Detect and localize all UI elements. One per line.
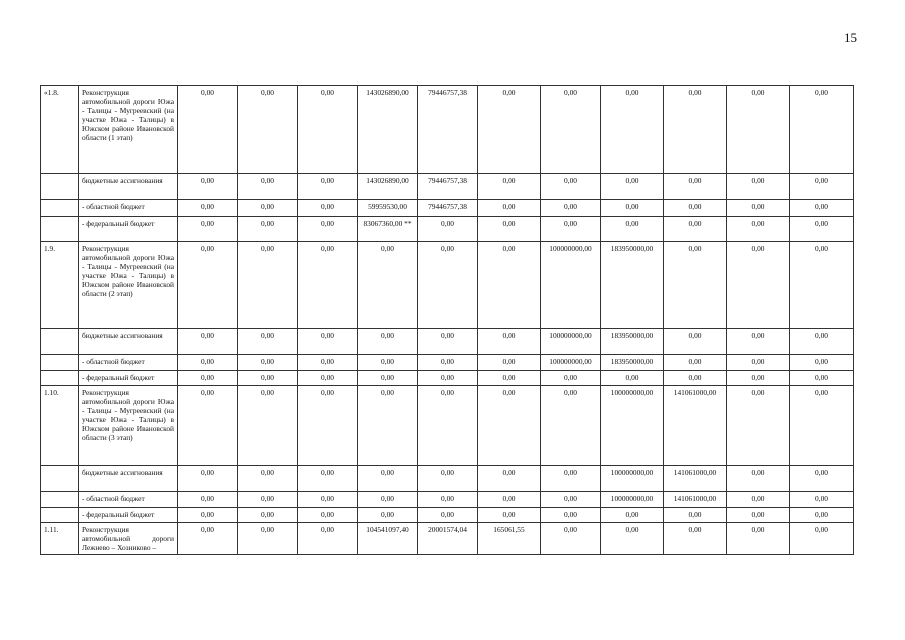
value-cell: 0,00: [664, 523, 727, 555]
value-cell: 0,00: [358, 492, 418, 508]
value-cell: 0,00: [238, 329, 298, 355]
value-cell: 0,00: [664, 200, 727, 217]
value-cell: 79446757,38: [418, 174, 478, 200]
value-cell: 0,00: [790, 492, 854, 508]
value-cell: 0,00: [238, 523, 298, 555]
value-cell: 0,00: [358, 329, 418, 355]
value-cell: 0,00: [178, 355, 238, 371]
value-cell: 0,00: [178, 329, 238, 355]
value-cell: 20001574,04: [418, 523, 478, 555]
row-number: [41, 217, 79, 242]
value-cell: 0,00: [298, 466, 358, 492]
value-cell: 0,00: [541, 492, 601, 508]
value-cell: 0,00: [298, 174, 358, 200]
value-cell: 0,00: [178, 466, 238, 492]
row-number: [41, 200, 79, 217]
value-cell: 0,00: [478, 329, 541, 355]
value-cell: 0,00: [664, 86, 727, 174]
value-cell: 0,00: [238, 86, 298, 174]
row-number: 1.10.: [41, 386, 79, 466]
value-cell: 0,00: [664, 508, 727, 523]
value-cell: 0,00: [478, 217, 541, 242]
row-name: - федеральный бюджет: [79, 217, 178, 242]
value-cell: 0,00: [238, 492, 298, 508]
value-cell: 0,00: [664, 217, 727, 242]
value-cell: 0,00: [238, 174, 298, 200]
value-cell: 0,00: [790, 86, 854, 174]
value-cell: 0,00: [601, 371, 664, 386]
value-cell: 0,00: [358, 355, 418, 371]
value-cell: 0,00: [478, 355, 541, 371]
value-cell: 183950000,00: [601, 329, 664, 355]
table-row: [41, 217, 854, 242]
value-cell: 0,00: [790, 355, 854, 371]
row-number: [41, 329, 79, 355]
value-cell: 0,00: [664, 355, 727, 371]
value-cell: 0,00: [418, 371, 478, 386]
value-cell: 0,00: [418, 217, 478, 242]
value-cell: 0,00: [790, 242, 854, 329]
value-cell: 0,00: [238, 217, 298, 242]
value-cell: 0,00: [478, 371, 541, 386]
value-cell: 0,00: [298, 86, 358, 174]
value-cell: 0,00: [727, 174, 790, 200]
value-cell: 0,00: [790, 174, 854, 200]
value-cell: 59959530,00: [358, 200, 418, 217]
value-cell: 0,00: [478, 508, 541, 523]
value-cell: 0,00: [298, 523, 358, 555]
value-cell: 0,00: [601, 174, 664, 200]
row-number: [41, 508, 79, 523]
table-row: [41, 200, 854, 217]
table-row: [41, 523, 854, 555]
row-name: - федеральный бюджет: [79, 371, 178, 386]
value-cell: 0,00: [298, 355, 358, 371]
value-cell: 141061000,00: [664, 466, 727, 492]
table-row: [41, 174, 854, 200]
value-cell: 0,00: [790, 523, 854, 555]
value-cell: 0,00: [601, 86, 664, 174]
value-cell: 183950000,00: [601, 355, 664, 371]
value-cell: 0,00: [790, 329, 854, 355]
value-cell: 143026890,00: [358, 86, 418, 174]
value-cell: 0,00: [298, 492, 358, 508]
row-name: - областной бюджет: [79, 200, 178, 217]
value-cell: 0,00: [178, 200, 238, 217]
value-cell: 0,00: [238, 508, 298, 523]
page-number: 15: [844, 30, 857, 45]
value-cell: 0,00: [358, 466, 418, 492]
row-number: [41, 355, 79, 371]
row-name: Реконструкция автомобильной дороги Лежнево – Хозниково –: [79, 523, 178, 555]
row-name: Реконструкция автомобильной дороги Южа - Талицы - Мугреевский (на участке Южа - Талицы) в Южском районе Ивановской области (1 этап): [79, 86, 178, 174]
value-cell: 0,00: [178, 508, 238, 523]
value-cell: 0,00: [358, 242, 418, 329]
value-cell: 0,00: [790, 371, 854, 386]
value-cell: 0,00: [541, 174, 601, 200]
value-cell: 0,00: [238, 386, 298, 466]
value-cell: 0,00: [541, 86, 601, 174]
value-cell: 0,00: [478, 466, 541, 492]
table-row: [41, 508, 854, 523]
value-cell: 0,00: [418, 355, 478, 371]
value-cell: 0,00: [178, 386, 238, 466]
value-cell: 100000000,00: [541, 355, 601, 371]
value-cell: 100000000,00: [601, 386, 664, 466]
value-cell: 0,00: [541, 466, 601, 492]
value-cell: 0,00: [298, 200, 358, 217]
value-cell: 0,00: [601, 200, 664, 217]
row-name: - областной бюджет: [79, 492, 178, 508]
row-number: «1.8.: [41, 86, 79, 174]
row-number: [41, 371, 79, 386]
value-cell: 0,00: [478, 242, 541, 329]
value-cell: 0,00: [238, 200, 298, 217]
value-cell: 0,00: [727, 200, 790, 217]
row-name: - федеральный бюджет: [79, 508, 178, 523]
row-number: [41, 174, 79, 200]
value-cell: 0,00: [358, 371, 418, 386]
table-row: [41, 86, 854, 174]
value-cell: 0,00: [541, 523, 601, 555]
value-cell: 0,00: [790, 386, 854, 466]
row-number: [41, 492, 79, 508]
value-cell: 0,00: [727, 329, 790, 355]
value-cell: 0,00: [727, 242, 790, 329]
value-cell: 100000000,00: [601, 492, 664, 508]
value-cell: 0,00: [418, 329, 478, 355]
value-cell: 100000000,00: [601, 466, 664, 492]
value-cell: 0,00: [664, 174, 727, 200]
value-cell: 0,00: [478, 174, 541, 200]
value-cell: 0,00: [238, 371, 298, 386]
value-cell: 100000000,00: [541, 242, 601, 329]
value-cell: 100000000,00: [541, 329, 601, 355]
value-cell: 0,00: [298, 386, 358, 466]
value-cell: 79446757,38: [418, 86, 478, 174]
value-cell: 165061,55: [478, 523, 541, 555]
value-cell: 0,00: [727, 371, 790, 386]
value-cell: 0,00: [358, 508, 418, 523]
value-cell: 0,00: [418, 508, 478, 523]
row-number: 1.9.: [41, 242, 79, 329]
value-cell: 0,00: [664, 242, 727, 329]
value-cell: 0,00: [478, 386, 541, 466]
value-cell: 0,00: [727, 508, 790, 523]
value-cell: 0,00: [541, 217, 601, 242]
value-cell: 104541097,40: [358, 523, 418, 555]
value-cell: 0,00: [178, 174, 238, 200]
value-cell: 0,00: [178, 217, 238, 242]
value-cell: 0,00: [790, 200, 854, 217]
value-cell: 141061000,00: [664, 492, 727, 508]
table-row: [41, 242, 854, 329]
value-cell: 0,00: [790, 508, 854, 523]
value-cell: 183950000,00: [601, 242, 664, 329]
table-row: [41, 492, 854, 508]
value-cell: 143026890,00: [358, 174, 418, 200]
value-cell: 0,00: [418, 386, 478, 466]
value-cell: 0,00: [418, 466, 478, 492]
value-cell: 0,00: [298, 242, 358, 329]
budget-table: [40, 85, 854, 555]
value-cell: 0,00: [238, 242, 298, 329]
table-row: [41, 329, 854, 355]
value-cell: 0,00: [664, 329, 727, 355]
value-cell: 141061000,00: [664, 386, 727, 466]
row-name: Реконструкция автомобильной дороги Южа - Талицы - Мугреевский (на участке Южа - Талицы) в Южском районе Ивановской области (3 этап): [79, 386, 178, 466]
table-row: [41, 466, 854, 492]
value-cell: 0,00: [541, 508, 601, 523]
row-number: 1.11.: [41, 523, 79, 555]
row-name: бюджетные ассигнования: [79, 329, 178, 355]
value-cell: 0,00: [601, 508, 664, 523]
value-cell: 0,00: [727, 217, 790, 242]
value-cell: 0,00: [298, 508, 358, 523]
value-cell: 0,00: [298, 371, 358, 386]
row-name: Реконструкция автомобильной дороги Южа - Талицы - Мугреевский (на участке Южа - Талицы) в Южском районе Ивановской области (2 этап): [79, 242, 178, 329]
value-cell: 0,00: [727, 386, 790, 466]
value-cell: 0,00: [358, 386, 418, 466]
value-cell: 0,00: [601, 523, 664, 555]
value-cell: 0,00: [178, 523, 238, 555]
row-name: бюджетные ассигнования: [79, 466, 178, 492]
value-cell: 0,00: [790, 466, 854, 492]
value-cell: 0,00: [178, 242, 238, 329]
value-cell: 0,00: [298, 329, 358, 355]
value-cell: 0,00: [478, 86, 541, 174]
value-cell: 0,00: [601, 217, 664, 242]
value-cell: 0,00: [178, 86, 238, 174]
value-cell: 0,00: [238, 355, 298, 371]
row-name: бюджетные ассигнования: [79, 174, 178, 200]
value-cell: 0,00: [664, 371, 727, 386]
value-cell: 0,00: [418, 242, 478, 329]
value-cell: 0,00: [727, 466, 790, 492]
value-cell: 0,00: [727, 523, 790, 555]
table-row: [41, 355, 854, 371]
value-cell: 0,00: [541, 200, 601, 217]
value-cell: 0,00: [541, 371, 601, 386]
value-cell: 0,00: [418, 492, 478, 508]
row-name: - областной бюджет: [79, 355, 178, 371]
value-cell: 0,00: [727, 492, 790, 508]
value-cell: 0,00: [478, 492, 541, 508]
value-cell: 79446757,38: [418, 200, 478, 217]
value-cell: 0,00: [727, 355, 790, 371]
value-cell: 83067360,00 **: [358, 217, 418, 242]
row-number: [41, 466, 79, 492]
value-cell: 0,00: [298, 217, 358, 242]
value-cell: 0,00: [178, 492, 238, 508]
value-cell: 0,00: [790, 217, 854, 242]
value-cell: 0,00: [178, 371, 238, 386]
value-cell: 0,00: [238, 466, 298, 492]
value-cell: 0,00: [478, 200, 541, 217]
table-row: [41, 371, 854, 386]
value-cell: 0,00: [541, 386, 601, 466]
value-cell: 0,00: [727, 86, 790, 174]
table-row: [41, 386, 854, 466]
